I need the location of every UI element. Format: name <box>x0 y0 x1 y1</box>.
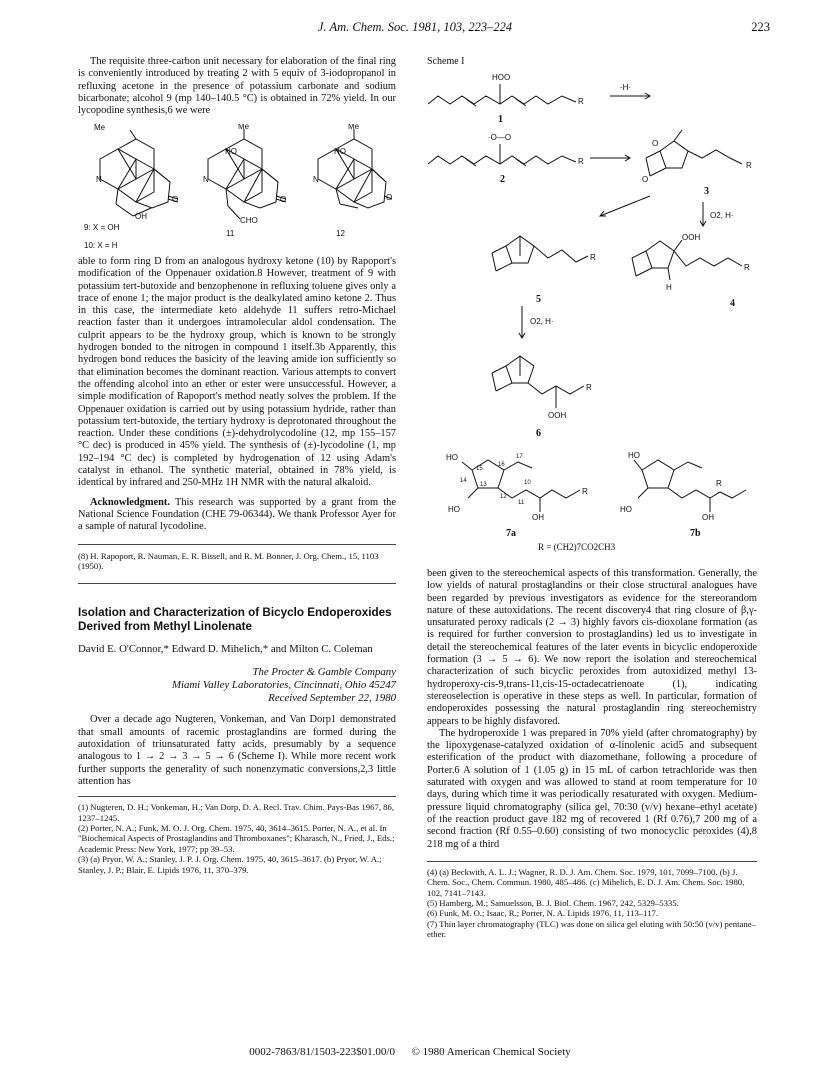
locant-12: 12 <box>500 494 507 500</box>
locant-11: 11 <box>518 500 525 506</box>
footer-copyright: © 1980 American Chemical Society <box>411 1046 571 1058</box>
label-ooh-4: OOH <box>682 233 701 242</box>
label-minus-h: -H· <box>620 83 632 92</box>
lycodoline-structures-figure <box>78 124 396 252</box>
label-me-11: Me <box>238 124 250 131</box>
label-compound-5: 5 <box>536 294 541 305</box>
footnote-7: (7) Thin layer chromatography (TLC) was done on silica gel eluting with 50:50 (v/v) pentane–ether. <box>427 918 756 940</box>
footnote-2: (2) Porter, N. A.; Funk, M. O. J. Org. Chem. 1975, 40, 3614–3615. Porter, N. A., et al. In "Biochemical Aspects of Prostaglandins and Thromboxanes"; Kharasch, N., Fried, J., Eds.; Academic Press: New York, 1977; pp 39–53. <box>78 822 395 854</box>
footnote-rule <box>78 544 396 545</box>
paragraph-stereochemistry: been given to the stereochemical aspects of this transformation. Generally, the low yields of natural prostaglandins or their close structural analogues have been regarded by previous investigators as evidence for the stereorandom nature of these autoxidations. The recent discovery4 that ring closure of β,γ-unsaturated peroxy radicals (2 → 3) highly favors cis-dioxolane formation (as is required for further conversion to prostaglandins) led us to investigate in detail the stereochemical features of the later events in bicyclic endoperoxide formation (3 → 5 → 6). We now report the isolation and stereochemical characterization of such bicyclic peroxides from autoxidized methyl 13-hydroperoxy-cis-9,trans-11,cis-15-octadecatrienoate (1), indicating stereoselection is operative in these steps as well. In particular, formation of endoperoxides possessing the natural prostaglandin ring stereochemistry appears to be highly disfavored. <box>427 568 757 727</box>
label-compound-10: 10: X = H <box>84 241 118 250</box>
label-o-11: O <box>280 195 287 204</box>
footnote-5: (5) Hamberg, M.; Samuelsson, B. J. Biol. Chem. 1967, 242, 5329–5335. <box>427 898 679 909</box>
paragraph-introduction: Over a decade ago Nugteren, Vonkeman, and Van Dorp1 demonstrated that small amounts of racemic prostaglandins are formed during the autoxidation of triunsaturated fatty acids, presumably by a sequence analogous to 1 → 2 → 3 → 5 → 6 (Scheme I). While more recent work further supports the generality of such nonenzymatic conversions,2,3 little attention has <box>78 714 396 787</box>
label-oh-9: OH <box>135 212 147 221</box>
footnote-8: (8) H. Rapoport, R. Nauman, E. R. Bissell, and R. M. Bonner, J. Org. Chem., 15, 1103 (1950). <box>78 550 379 571</box>
footnote-rule-right <box>427 861 757 862</box>
label-ho-12: HO <box>334 147 346 156</box>
structure-compound-6 <box>492 356 584 408</box>
label-ho-7a-bottom: HO <box>448 505 460 514</box>
label-oh-7b: OH <box>702 513 714 522</box>
locant-10: 10 <box>524 480 531 486</box>
label-o-9: O <box>172 195 179 204</box>
label-oh-7a: OH <box>532 513 544 522</box>
label-ho-7b-bottom: HO <box>620 505 632 514</box>
label-compound-2: 2 <box>500 174 505 185</box>
label-compound-3: 3 <box>704 186 709 197</box>
label-r-5: R <box>590 253 596 262</box>
structure-compound-2 <box>428 144 576 166</box>
structure-compound-5 <box>492 236 588 271</box>
label-r-7a: R <box>582 487 588 496</box>
affiliation-company: The Procter & Gamble Company <box>252 666 396 679</box>
page-footer <box>0 1046 820 1058</box>
structure-12 <box>318 129 392 208</box>
affiliation-address: Miami Valley Laboratories, Cincinnati, Ohio 45247 <box>171 679 396 692</box>
scheme-title: Scheme I <box>427 56 465 67</box>
label-me-9: Me <box>94 124 106 132</box>
label-o-12: O <box>386 193 393 202</box>
structure-compound-4 <box>632 240 742 280</box>
page-number: 223 <box>751 20 770 34</box>
left-column <box>78 56 396 117</box>
label-o-3a: O <box>652 139 659 148</box>
footer-code: 0002-7863/81/1503-223$01.00/0 <box>249 1046 395 1058</box>
label-peroxy-radical: ·O—O <box>488 133 512 142</box>
arrow-3-to-5 <box>600 196 650 216</box>
label-compound-4: 4 <box>730 298 735 309</box>
left-column-continued <box>78 256 396 875</box>
locant-17: 17 <box>516 454 523 460</box>
footnote-3: (3) (a) Pryor, W. A.; Stanley, J. P. J. Org. Chem. 1975, 40, 3615–3617. (b) Pryor, W. A.; Stanley, J. P.; Blair, E. Lipids 1976, 11, 370–379. <box>78 854 382 875</box>
footnote-6: (6) Funk, M. O.; Isaac, R.; Porter, N. A. Lipids 1976, 11, 113–117. <box>427 908 659 919</box>
journal-citation: J. Am. Chem. Soc. 1981, 103, 223–224 <box>317 20 513 34</box>
paragraph-oppenauer: able to form ring D from an analogous hydroxy ketone (10) by Rapoport's modification of the Oppenauer oxidation.8 However, treatment of 9 with potassium tert-butoxide and benzophenone in refluxing toluene gives only a trace of enone 1; the major product is the dealkylated amino ketone 2. Thus in this case, the intermediate keto aldehyde 11 suffers retro-Michael reaction faster than it undergoes intramolecular aldol condensation. The culprit appears to be the hydroxy group, which is known to be strongly hydrogen bonded to the nitrogen in compound 1 itself.3b Apparently, this hydrogen bond reduces the basicity of the leaving amide ion sufficiently so that elimination becomes the dominant reaction. Various attempts to convert the offending alcohol into an ether or ester were unsuccessful. However, a simple modification of Rapoport's method neatly solves the problem. If the Oppenauer oxidation is carried out by using potassium hydride, rather than potassium tert-butoxide, the tertiary hydroxy is deprotonated throughout the reaction. Under these conditions (±)-dehydrolycodoline (12, mp 155–157 °C dec) is produced in 45% yield. The synthesis of (±)-lycodoline (1, mp 192–194 °C dec) is completed by hydrogenation of 12 using Adam's catalyst in ethanol. The synthetic material, obtained in 78% yield, is identical by infrared and 250-MHz 1H NMR with the natural alkaloid. <box>78 256 396 489</box>
label-r-1: R <box>578 97 584 106</box>
label-compound-1: 1 <box>498 114 503 125</box>
received-date: Received September 22, 1980 <box>268 692 396 705</box>
label-ooh-6: OOH <box>548 411 567 420</box>
label-cho-11: CHO <box>240 216 258 225</box>
locant-16: 16 <box>498 462 505 468</box>
label-compound-9: 9: X = OH <box>84 223 120 232</box>
locant-13: 13 <box>480 482 487 488</box>
article-title: Isolation and Characterization of Bicyclo Endoperoxides Derived from Methyl Linolenate <box>78 606 392 633</box>
right-column <box>427 568 757 940</box>
structure-compound-1 <box>428 84 576 106</box>
label-me-12: Me <box>348 124 360 131</box>
acknowledgment <box>78 497 396 534</box>
structure-compound-3 <box>646 130 742 176</box>
r-definition: R = (CH2)7CO2CH3 <box>538 542 616 552</box>
article-authors: David E. O'Connor,* Edward D. Mihelich,* and Milton C. Coleman <box>78 643 373 656</box>
footnote-rule-2 <box>78 796 396 797</box>
label-o2-h-2: O2, H· <box>530 317 554 326</box>
label-ho-11: HO <box>225 147 237 156</box>
label-n-9: N <box>96 175 102 184</box>
label-hoo: HOO <box>492 73 511 82</box>
label-o-3b: O <box>642 175 649 184</box>
label-compound-6: 6 <box>536 428 541 439</box>
locant-15: 15 <box>476 466 483 472</box>
footnote-1: (1) Nugteren, D. H.; Vonkeman, H.; Van Dorp, D. A. Recl. Trav. Chim. Pays-Bas 1967, 86, 1237–1245. <box>78 802 395 823</box>
label-h-4: H <box>666 283 672 292</box>
label-r-2: R <box>578 157 584 166</box>
label-n-12: N <box>313 175 319 184</box>
label-r-6: R <box>586 383 592 392</box>
label-ho-7a-top: HO <box>446 453 458 462</box>
paragraph-lycodoline-intro: The requisite three-carbon unit necessary for elaboration of the final ring is conveniently introduced by treating 2 with 5 equiv of 3-iodopropanol in refluxing acetone in the presence of potassium carbonate and sodium bicarbonate; alcohol 9 (mp 140–140.5 °C) is obtained in 72% yield. In our lycopodine synthesis,6 we were <box>78 56 396 117</box>
label-r-3: R <box>746 161 752 170</box>
label-n-11: N <box>203 175 209 184</box>
label-ho-7b-top: HO <box>628 451 640 460</box>
label-r-7b: R <box>716 479 722 488</box>
acknowledgment-text: This research was supported by a grant from the National Science Foundation (CHE 79-06344). We thank Professor Ayer for a sample of natural lycodoline. <box>78 496 396 533</box>
label-r-4: R <box>744 263 750 272</box>
locant-14: 14 <box>460 478 467 484</box>
running-header <box>60 20 770 40</box>
structure-9-10 <box>100 130 178 216</box>
label-o2-h-1: O2, H· <box>710 211 734 220</box>
acknowledgment-label: Acknowledgment. <box>90 496 170 508</box>
article-separator <box>78 583 396 584</box>
scheme-1-figure <box>420 66 765 558</box>
paragraph-experimental: The hydroperoxide 1 was prepared in 70% yield (after chromatography) by the lipoxygenase-catalyzed oxidation of α-linolenic acid5 and subsequent esterification of the product with diazomethane, following a procedure of Porter.6 A solution of 1 (1.05 g) in 15 mL of carbon tetrachloride was then saturated with oxygen and was allowed to stand at room temperature for 10 days, during which time it was periodically resaturated with oxygen. Medium-pressure liquid chromatography (silica gel, 70:30 (v/v) hexane–ethyl acetate) of the reaction product gave 182 mg of recovered 1 (Rf 0.76),7 200 mg of a second fraction (Rf 0.55–0.60) consisting of two monocyclic peroxides (4),8 218 mg of a third <box>427 727 757 850</box>
label-compound-12: 12 <box>336 229 345 238</box>
label-compound-11: 11 <box>226 229 235 238</box>
footnote-4: (4) (a) Beckwith, A. L. J.; Wagner, R. D. J. Am. Chem. Soc. 1979, 101, 7099–7100. (b) J. Chem. Soc., Chem. Commun. 1980, 485–486. (c) Mihelich, E. D. J. Am. Chem. Soc. 1980, 102, 7141–7143. <box>427 866 745 898</box>
structure-compound-7b <box>634 460 746 512</box>
label-compound-7a: 7a <box>506 528 516 539</box>
structure-11 <box>208 129 286 219</box>
label-compound-7b: 7b <box>690 528 701 539</box>
